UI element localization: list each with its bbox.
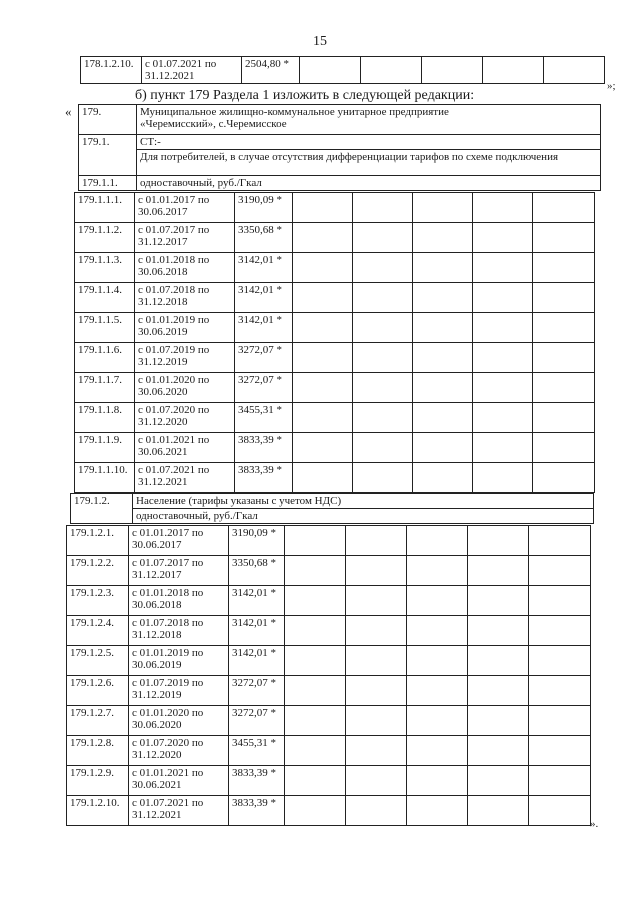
row-number: 179.1.1.6. [75, 343, 135, 373]
empty-cell [529, 676, 591, 706]
empty-cell [468, 796, 529, 826]
period-start: с 01.07.2018 по [138, 284, 210, 296]
period-start: с 01.07.2021 по [145, 58, 217, 70]
table-row [79, 150, 601, 176]
empty-cell [533, 343, 595, 373]
period-cell [135, 223, 235, 253]
empty-cell [346, 676, 407, 706]
period-end: 31.12.2020 [132, 749, 182, 761]
empty-cell [293, 223, 353, 253]
empty-cell [293, 313, 353, 343]
period-start: с 01.01.2018 по [132, 587, 204, 599]
period-end: 30.06.2018 [138, 266, 188, 278]
period-end: 31.12.2017 [132, 569, 182, 581]
empty-cell [473, 283, 533, 313]
tariff-type: одноставочный, руб./Гкал [133, 509, 594, 524]
empty-cell [533, 193, 595, 223]
empty-cell [468, 736, 529, 766]
empty-cell [533, 373, 595, 403]
empty-cell [353, 283, 413, 313]
table-row [75, 253, 595, 283]
empty-cell [346, 646, 407, 676]
table-row [67, 706, 591, 736]
row-number: 178.1.2.10. [81, 57, 142, 84]
empty-cell [468, 526, 529, 556]
empty-cell [285, 736, 346, 766]
empty-cell [413, 253, 473, 283]
empty-cell [293, 373, 353, 403]
period-cell [135, 403, 235, 433]
empty-cell [293, 283, 353, 313]
period-start: с 01.07.2018 по [132, 617, 204, 629]
period-cell [129, 526, 229, 556]
period-start: с 01.01.2017 по [132, 527, 204, 539]
period-end: 31.12.2021 [138, 476, 188, 488]
empty-cell [285, 616, 346, 646]
period-cell [129, 646, 229, 676]
tariff-value: 3833,39 * [229, 766, 285, 796]
empty-cell [533, 313, 595, 343]
empty-cell [353, 433, 413, 463]
population-label: Население (тарифы указаны с учетом НДС) [133, 494, 594, 509]
empty-cell [533, 433, 595, 463]
empty-cell [300, 57, 361, 84]
consumer-description: Для потребителей, в случае отсутствия дифференциации тарифов по схеме подключения [137, 150, 601, 176]
empty-cell [468, 646, 529, 676]
empty-cell [346, 616, 407, 646]
organization-line-1: Муниципальное жилищно-коммунальное унитарное предприятие [140, 106, 449, 118]
tariff-value: 3350,68 * [235, 223, 293, 253]
period-start: с 01.01.2019 по [138, 314, 210, 326]
row-number: 179.1.1.5. [75, 313, 135, 343]
prev-row-table [80, 56, 605, 84]
period-start: с 01.07.2019 по [132, 677, 204, 689]
empty-cell [353, 343, 413, 373]
table-row [71, 509, 594, 524]
table-row [75, 373, 595, 403]
table-row [75, 403, 595, 433]
empty-cell [346, 706, 407, 736]
opening-quote: « [65, 104, 72, 119]
closing-quote-final: ». [590, 818, 599, 830]
period-end: 30.06.2021 [138, 446, 188, 458]
empty-cell [473, 193, 533, 223]
empty-cell [529, 646, 591, 676]
empty-cell [285, 526, 346, 556]
empty-cell [468, 706, 529, 736]
section-header-table [78, 104, 601, 191]
empty-cell [346, 556, 407, 586]
empty-cell [529, 556, 591, 586]
row-number: 179.1.1.7. [75, 373, 135, 403]
empty-cell [473, 463, 533, 493]
row-number: 179.1.2.10. [67, 796, 129, 826]
table-row [75, 343, 595, 373]
period-end: 30.06.2019 [132, 659, 182, 671]
table-row [67, 586, 591, 616]
row-number: 179.1.1.10. [75, 463, 135, 493]
period-end: 30.06.2021 [132, 779, 182, 791]
empty-cell [353, 373, 413, 403]
tariff-value: 3350,68 * [229, 556, 285, 586]
empty-cell [473, 373, 533, 403]
period-start: с 01.01.2021 по [132, 767, 204, 779]
row-number: 179.1.1.9. [75, 433, 135, 463]
table-row [67, 526, 591, 556]
period-cell [129, 616, 229, 646]
empty-cell [346, 736, 407, 766]
empty-cell [346, 586, 407, 616]
empty-cell [407, 556, 468, 586]
empty-cell [529, 526, 591, 556]
row-number: 179. [79, 105, 137, 135]
period-cell [129, 796, 229, 826]
empty-cell [353, 313, 413, 343]
row-number: 179.1.1.1. [75, 193, 135, 223]
tariff-value: 3142,01 * [229, 586, 285, 616]
empty-cell [468, 676, 529, 706]
period-end: 31.12.2018 [138, 296, 188, 308]
empty-cell [473, 403, 533, 433]
empty-cell [533, 463, 595, 493]
empty-cell [346, 526, 407, 556]
organization-name [137, 105, 601, 135]
period-start: с 01.01.2018 по [138, 254, 210, 266]
tariff-value: 3455,31 * [235, 403, 293, 433]
table-row [67, 766, 591, 796]
period-start: с 01.07.2020 по [138, 404, 210, 416]
table-row [79, 176, 601, 191]
tariff-value: 3272,07 * [235, 343, 293, 373]
empty-cell [413, 283, 473, 313]
period-start: с 01.01.2017 по [138, 194, 210, 206]
empty-cell [413, 403, 473, 433]
empty-cell [353, 463, 413, 493]
row-number: 179.1.2.3. [67, 586, 129, 616]
empty-cell [529, 616, 591, 646]
empty-cell [468, 616, 529, 646]
period-end: 31.12.2021 [145, 70, 195, 82]
row-number: 179.1.2.2. [67, 556, 129, 586]
empty-cell [413, 433, 473, 463]
tariff-value: 3272,07 * [229, 706, 285, 736]
period-end: 30.06.2017 [132, 539, 182, 551]
period-end: 31.12.2019 [138, 356, 188, 368]
period-end: 30.06.2018 [132, 599, 182, 611]
period-end: 30.06.2019 [138, 326, 188, 338]
empty-cell [533, 283, 595, 313]
tariff-value: 3142,01 * [235, 283, 293, 313]
period-cell [135, 373, 235, 403]
table-row [71, 494, 594, 509]
row-number: 179.1.2.4. [67, 616, 129, 646]
empty-cell [529, 796, 591, 826]
tariff-value: 2504,80 * [242, 57, 300, 84]
period-start: с 01.07.2017 по [138, 224, 210, 236]
table-row [67, 736, 591, 766]
period-cell [142, 57, 242, 84]
table-row [67, 796, 591, 826]
tariff-value: 3190,09 * [235, 193, 293, 223]
empty-cell [293, 433, 353, 463]
tariff-value: 3190,09 * [229, 526, 285, 556]
tariff-type: одноставочный, руб./Гкал [137, 176, 601, 191]
amendment-heading: б) пункт 179 Раздела 1 изложить в следующей редакции: [135, 88, 475, 103]
period-start: с 01.01.2020 по [132, 707, 204, 719]
period-cell [135, 193, 235, 223]
empty-cell [353, 223, 413, 253]
row-number: 179.1.2.6. [67, 676, 129, 706]
empty-cell [293, 403, 353, 433]
empty-cell [353, 403, 413, 433]
period-cell [129, 586, 229, 616]
table-row [75, 193, 595, 223]
empty-cell [293, 343, 353, 373]
empty-cell [413, 343, 473, 373]
period-end: 30.06.2020 [132, 719, 182, 731]
empty-cell [361, 57, 422, 84]
empty-cell [353, 253, 413, 283]
period-cell [129, 556, 229, 586]
period-cell [129, 736, 229, 766]
tariff-value: 3142,01 * [229, 646, 285, 676]
period-end: 31.12.2020 [138, 416, 188, 428]
row-number: 179.1.2.7. [67, 706, 129, 736]
empty-cell [533, 403, 595, 433]
empty-cell [529, 586, 591, 616]
empty-cell [529, 766, 591, 796]
period-start: с 01.07.2021 по [132, 797, 204, 809]
table-row [67, 676, 591, 706]
row-number: 179.1.1. [79, 176, 137, 191]
empty-cell [473, 433, 533, 463]
empty-cell [468, 586, 529, 616]
table-row [79, 105, 601, 135]
empty-cell [483, 57, 544, 84]
period-start: с 01.07.2021 по [138, 464, 210, 476]
table-row [75, 433, 595, 463]
period-start: с 01.07.2020 по [132, 737, 204, 749]
empty-cell [407, 676, 468, 706]
empty-cell [293, 463, 353, 493]
empty-cell [407, 616, 468, 646]
tariff-value: 3455,31 * [229, 736, 285, 766]
tariff-value: 3272,07 * [235, 373, 293, 403]
empty-cell [353, 193, 413, 223]
table-row [75, 463, 595, 493]
empty-cell [529, 706, 591, 736]
row-number: 179.1.1.2. [75, 223, 135, 253]
period-cell [129, 676, 229, 706]
organization-line-2: «Черемисский», с.Черемисское [140, 118, 287, 130]
page-number: 15 [313, 34, 327, 49]
tariff-value: 3833,39 * [229, 796, 285, 826]
empty-cell [407, 526, 468, 556]
empty-cell [285, 586, 346, 616]
empty-cell [293, 253, 353, 283]
population-header-table [70, 493, 594, 524]
empty-cell [473, 223, 533, 253]
table-row [67, 646, 591, 676]
empty-cell [529, 736, 591, 766]
period-end: 31.12.2018 [132, 629, 182, 641]
period-end: 31.12.2021 [132, 809, 182, 821]
period-start: с 01.07.2017 по [132, 557, 204, 569]
table-row [75, 313, 595, 343]
row-number: 179.1.1.3. [75, 253, 135, 283]
empty-cell [293, 193, 353, 223]
period-cell [135, 433, 235, 463]
empty-cell [544, 57, 605, 84]
period-end: 30.06.2020 [138, 386, 188, 398]
tariff-value: 3142,01 * [235, 253, 293, 283]
row-number: 179.1.1.4. [75, 283, 135, 313]
empty-cell [413, 463, 473, 493]
empty-cell [407, 586, 468, 616]
empty-cell [468, 766, 529, 796]
empty-cell [473, 253, 533, 283]
row-number: 179.1.2.5. [67, 646, 129, 676]
empty-cell [473, 313, 533, 343]
empty-cell [533, 253, 595, 283]
empty-cell [413, 313, 473, 343]
period-start: с 01.01.2021 по [138, 434, 210, 446]
tariff-value: 3142,01 * [229, 616, 285, 646]
period-cell [129, 766, 229, 796]
table-row [67, 556, 591, 586]
table-row [75, 283, 595, 313]
empty-cell [407, 736, 468, 766]
period-end: 31.12.2017 [138, 236, 188, 248]
empty-cell [285, 676, 346, 706]
period-cell [135, 253, 235, 283]
empty-cell [407, 646, 468, 676]
period-end: 31.12.2019 [132, 689, 182, 701]
empty-cell [413, 193, 473, 223]
period-cell [129, 706, 229, 736]
period-end: 30.06.2017 [138, 206, 188, 218]
tariff-value: 3833,39 * [235, 463, 293, 493]
empty-cell [413, 373, 473, 403]
empty-cell [473, 343, 533, 373]
period-cell [135, 343, 235, 373]
tariff-table-2 [66, 525, 591, 826]
row-number: 179.1. [79, 135, 137, 176]
empty-cell [407, 706, 468, 736]
period-start: с 01.01.2020 по [138, 374, 210, 386]
table-row [75, 223, 595, 253]
period-cell [135, 313, 235, 343]
empty-cell [413, 223, 473, 253]
empty-cell [407, 796, 468, 826]
period-start: с 01.07.2019 по [138, 344, 210, 356]
row-number: 179.1.2.9. [67, 766, 129, 796]
system-label: СТ:- [137, 135, 601, 150]
row-number: 179.1.2. [71, 494, 133, 524]
empty-cell [468, 556, 529, 586]
tariff-value: 3142,01 * [235, 313, 293, 343]
closing-quote: »; [607, 80, 616, 92]
empty-cell [285, 646, 346, 676]
row-number: 179.1.2.1. [67, 526, 129, 556]
empty-cell [533, 223, 595, 253]
row-number: 179.1.1.8. [75, 403, 135, 433]
row-number: 179.1.2.8. [67, 736, 129, 766]
empty-cell [285, 796, 346, 826]
period-start: с 01.01.2019 по [132, 647, 204, 659]
table-row [79, 135, 601, 150]
empty-cell [285, 766, 346, 796]
empty-cell [407, 766, 468, 796]
period-cell [135, 283, 235, 313]
tariff-value: 3272,07 * [229, 676, 285, 706]
table-row [81, 57, 605, 84]
empty-cell [346, 796, 407, 826]
table-row [67, 616, 591, 646]
empty-cell [346, 766, 407, 796]
tariff-table-1 [74, 192, 595, 493]
empty-cell [285, 706, 346, 736]
tariff-value: 3833,39 * [235, 433, 293, 463]
period-cell [135, 463, 235, 493]
empty-cell [285, 556, 346, 586]
empty-cell [422, 57, 483, 84]
